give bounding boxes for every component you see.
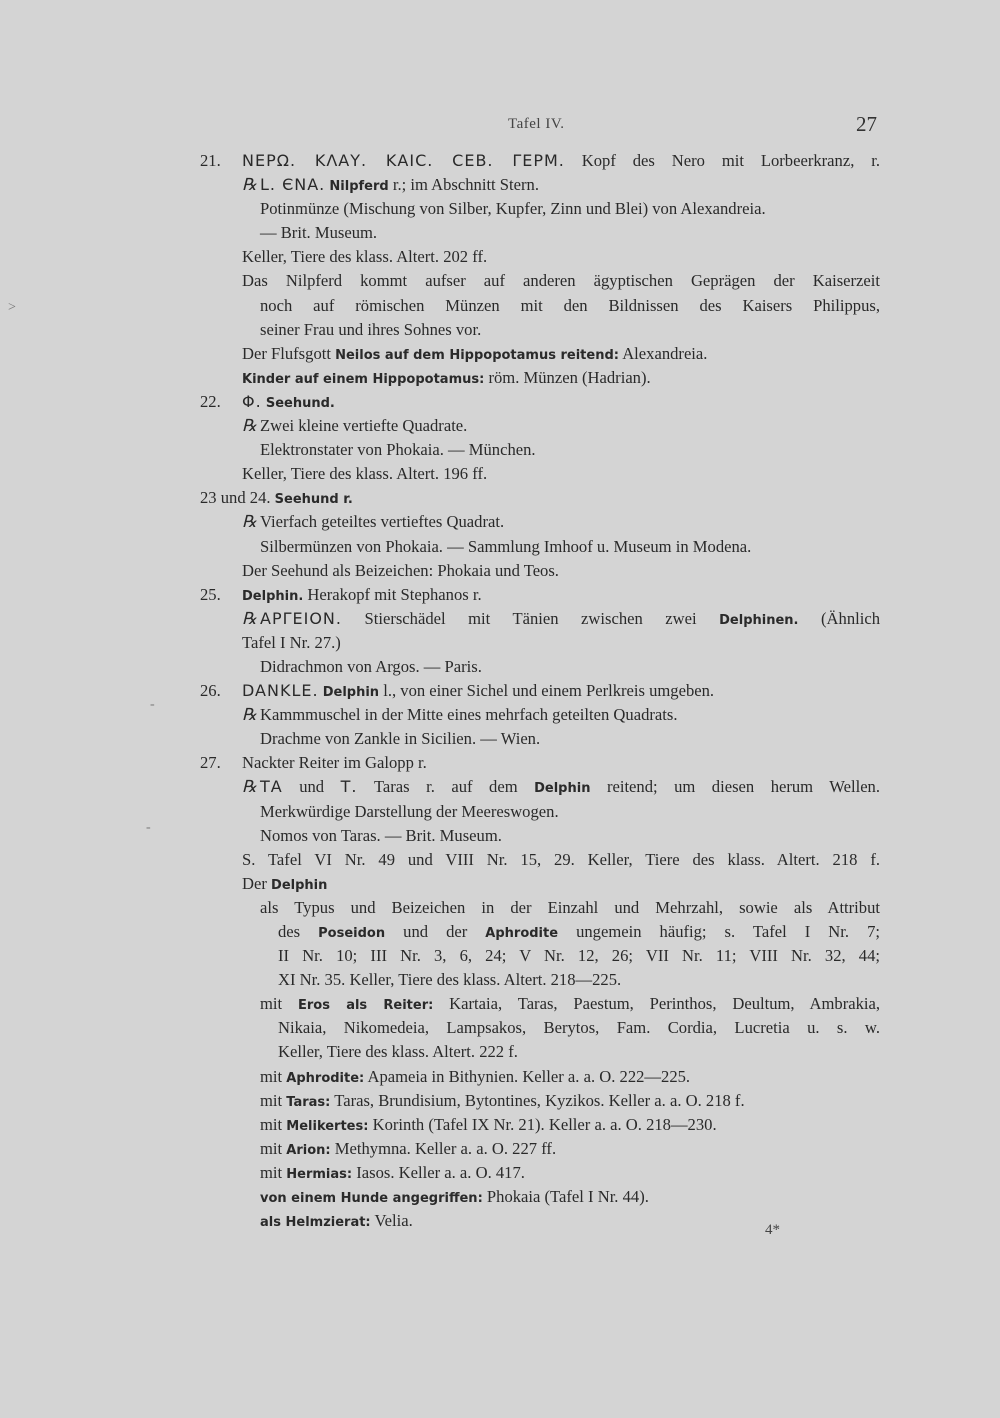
text-line — [200, 655, 880, 679]
page-number: 27 — [856, 112, 877, 136]
line-content — [278, 920, 880, 946]
text-line — [200, 486, 880, 510]
line-content — [242, 775, 880, 801]
line-text: Didrachmon von Argos. — Paris. — [260, 656, 482, 676]
reverse-symbol: ℞ — [242, 175, 257, 195]
line-text: Silbermünzen von Phokaia. — Sammlung Imhoof u. Museum in Modena. — [260, 536, 752, 556]
emphasis-text: Delphinen. — [719, 612, 799, 628]
margin-mark: - — [146, 820, 151, 835]
line-text: Methymna. Keller a. a. O. 227 ff. — [330, 1138, 557, 1158]
line-content — [278, 968, 880, 992]
line-text: Iasos. Keller a. a. O. 417. — [352, 1162, 525, 1182]
text-line — [200, 318, 880, 342]
emphasis-text: Hermias: — [286, 1166, 353, 1182]
text-line — [200, 679, 880, 703]
line-text: (Ähnlich — [798, 608, 881, 628]
reverse-symbol: ℞ — [242, 705, 257, 725]
text-line — [200, 221, 880, 245]
line-text: Drachme von Zankle in Sicilien. — Wien. — [260, 729, 541, 749]
line-text: reitend; um diesen herum Wellen. — [590, 777, 880, 797]
entry-number: 25. — [200, 584, 221, 604]
line-content — [242, 245, 880, 269]
text-line — [200, 992, 880, 1016]
line-text: Herakopf mit Stephanos r. — [303, 584, 482, 604]
line-content — [242, 414, 880, 438]
line-text: mit — [260, 1114, 287, 1134]
emphasis-text: von einem Hunde angegriffen: — [260, 1191, 483, 1207]
line-text: Merkwürdige Darstellung der Meereswogen. — [260, 801, 559, 821]
entry-number: 26. — [200, 681, 221, 701]
line-content — [260, 1065, 880, 1091]
emphasis-text: Melikertes: — [286, 1118, 369, 1134]
line-content — [242, 631, 880, 655]
line-text: Der — [242, 873, 272, 893]
line-content — [242, 510, 880, 534]
line-text: r.; im Abschnitt Stern. — [388, 175, 539, 195]
line-text: mit — [260, 1090, 287, 1110]
line-text: Phokaia (Tafel I Nr. 44). — [482, 1187, 649, 1207]
line-text: Vierfach geteiltes vertieftes Quadrat. — [260, 512, 505, 532]
line-text: noch auf römischen Münzen mit den Bildnissen des Kaisers Philippus, — [260, 295, 880, 315]
text-line — [200, 631, 880, 655]
emphasis-text: Nilpferd — [329, 179, 389, 195]
text-line — [200, 390, 880, 414]
reverse-symbol: ℞ — [242, 512, 257, 532]
emphasis-text: Delphin — [534, 781, 591, 797]
line-content — [242, 703, 880, 727]
text-line — [200, 848, 880, 872]
line-text: Elektronstater von Phokaia. — München. — [260, 440, 536, 460]
line-text: Nikaia, Nikomedeia, Lampsakos, Berytos, Fam. Cordia, Lucretia u. s. w. — [278, 1018, 880, 1038]
emphasis-text: Kinder auf einem Hippopotamus: — [242, 371, 485, 387]
text-line — [200, 920, 880, 944]
line-content — [260, 992, 880, 1018]
coin-legend: ΤΑ — [260, 777, 283, 797]
line-text: mit — [260, 1138, 287, 1158]
line-text: — Brit. Museum. — [260, 223, 378, 243]
coin-legend: Τ. — [340, 777, 358, 797]
line-content — [242, 269, 880, 293]
line-text: Kammmuschel in der Mitte eines mehrfach geteilten Quadrats. — [260, 705, 678, 725]
line-text: Velia. — [370, 1211, 413, 1231]
line-content — [242, 559, 880, 583]
line-content — [260, 1113, 880, 1139]
line-content — [260, 197, 880, 221]
line-content — [242, 872, 880, 898]
text-line — [200, 149, 880, 173]
line-text: mit — [260, 1066, 287, 1086]
line-content — [260, 438, 880, 462]
line-content — [260, 318, 880, 342]
line-content — [200, 390, 880, 416]
text-line — [200, 366, 880, 390]
line-content — [242, 848, 880, 872]
emphasis-text: Delphin — [271, 877, 328, 893]
line-text: Kartaia, Taras, Paestum, Perinthos, Deultum, Ambrakia, — [433, 994, 881, 1014]
line-text: seiner Frau und ihres Sohnes vor. — [260, 319, 482, 339]
text-line — [200, 1065, 880, 1089]
text-line — [200, 535, 880, 559]
emphasis-text: Aphrodite — [485, 926, 559, 941]
text-line — [200, 775, 880, 799]
text-line — [200, 559, 880, 583]
line-content — [278, 1016, 880, 1040]
line-content — [242, 462, 880, 486]
line-text: S. Tafel VI Nr. 49 und VIII Nr. 15, 29. Keller, Tiere des klass. Altert. 218 f. — [242, 849, 880, 869]
line-text: Tafel I Nr. 27.) — [242, 632, 341, 652]
line-content — [260, 1137, 880, 1163]
line-text: Nomos von Taras. — Brit. Museum. — [260, 825, 502, 845]
line-text: Der Flufsgott — [242, 343, 336, 363]
text-line — [200, 1016, 880, 1040]
line-text: mit — [260, 1162, 287, 1182]
emphasis-text: Eros als Reiter: — [298, 998, 434, 1014]
signature-mark: 4* — [765, 1222, 780, 1238]
reverse-symbol: ℞ — [242, 608, 257, 628]
text-line — [200, 824, 880, 848]
line-content — [200, 149, 880, 173]
text-line — [200, 438, 880, 462]
text-line — [200, 1040, 880, 1064]
emphasis-text: Taras: — [286, 1094, 331, 1110]
text-line — [200, 1113, 880, 1137]
text-line — [200, 342, 880, 366]
text-line — [200, 703, 880, 727]
text-line — [200, 173, 880, 197]
line-text: Alexandreia. — [618, 343, 708, 363]
text-line — [200, 510, 880, 534]
text-line — [200, 1137, 880, 1161]
line-content — [200, 583, 880, 609]
text-line — [200, 727, 880, 751]
line-text: Zwei kleine vertiefte Quadrate. — [260, 416, 468, 436]
line-content — [260, 221, 880, 245]
coin-legend: ΑΡΓΕΙΟΝ. — [260, 608, 342, 628]
line-content — [242, 342, 880, 368]
body-text — [200, 149, 880, 1233]
line-content — [260, 1089, 880, 1115]
line-text: ungemein häufig; s. Tafel I Nr. 7; — [558, 922, 880, 941]
entry-number: 21. — [200, 151, 221, 170]
line-text: und der — [385, 922, 486, 941]
line-text: Taras r. auf dem — [357, 777, 535, 797]
line-text: Nackter Reiter im Galopp r. — [242, 753, 427, 773]
coin-legend: L. ЄΝΑ. — [260, 175, 326, 195]
text-line — [200, 607, 880, 631]
emphasis-text: als Helmzierat: — [260, 1215, 371, 1231]
coin-legend: Φ. — [242, 391, 262, 411]
line-content — [200, 751, 880, 775]
line-text: Keller, Tiere des klass. Altert. 222 f. — [278, 1042, 518, 1062]
text-line — [200, 896, 880, 920]
emphasis-text: Arion: — [286, 1142, 331, 1158]
line-content — [260, 294, 880, 318]
line-text: Potinmünze (Mischung von Silber, Kupfer, Zinn und Blei) von Alexandreia. — [260, 199, 766, 219]
line-text: Korinth (Tafel IX Nr. 21). Keller a. a. O. 218—230. — [368, 1114, 717, 1134]
text-line — [200, 245, 880, 269]
emphasis-text: Seehund r. — [274, 492, 353, 508]
line-content — [260, 800, 880, 824]
emphasis-text: Delphin. — [242, 588, 304, 604]
line-content — [278, 1040, 880, 1064]
text-line — [200, 462, 880, 486]
line-content — [200, 486, 880, 512]
line-text: 23 und 24. — [200, 488, 275, 508]
line-text: Stierschädel mit Tänien zwischen zwei — [341, 608, 720, 628]
line-content — [200, 679, 880, 705]
line-text: Der Seehund als Beizeichen: Phokaia und Teos. — [242, 560, 559, 580]
line-content — [260, 1209, 880, 1235]
line-text: und — [282, 777, 341, 797]
reverse-symbol: ℞ — [242, 416, 257, 436]
text-line — [200, 269, 880, 293]
line-content — [260, 824, 880, 848]
line-text: des — [278, 922, 319, 941]
coin-legend: DANKLE. — [242, 681, 319, 701]
text-line — [200, 414, 880, 438]
line-content — [260, 896, 880, 920]
line-text: röm. Münzen (Hadrian). — [484, 367, 651, 387]
emphasis-text: Poseidon — [318, 926, 386, 941]
text-line — [200, 197, 880, 221]
line-text: Apameia in Bithynien. Keller a. a. O. 222—225. — [364, 1066, 691, 1086]
line-content — [260, 1185, 880, 1211]
line-text: II Nr. 10; III Nr. 3, 6, 24; V Nr. 12, 26; VII Nr. 11; VIII Nr. 32, 44; — [278, 946, 880, 966]
line-text: Taras, Brundisium, Bytontines, Kyzikos. Keller a. a. O. 218 f. — [330, 1090, 745, 1110]
text-line — [200, 800, 880, 824]
line-text: als Typus und Beizeichen in der Einzahl und Mehrzahl, sowie als Attribut — [260, 897, 880, 917]
emphasis-text: Neilos auf dem Hippopotamus reitend: — [335, 347, 619, 363]
margin-mark: > — [8, 300, 16, 315]
line-text: XI Nr. 35. Keller, Tiere des klass. Altert. 218—225. — [278, 970, 622, 990]
emphasis-text: Seehund. — [265, 395, 335, 411]
text-line — [200, 1185, 880, 1209]
text-line — [200, 1161, 880, 1185]
line-content — [260, 1161, 880, 1187]
line-content — [260, 535, 880, 559]
coin-legend: ΝΕΡΩ. ΚΛΑΥ. ΚΑΙϹ. ϹΕΒ. ΓΕΡΜ. — [242, 151, 565, 170]
line-content — [278, 944, 880, 968]
running-header: Tafel IV. — [508, 116, 565, 132]
text-line — [200, 968, 880, 992]
entry-number: 27. — [200, 753, 221, 773]
text-line — [200, 944, 880, 968]
entry-number: 22. — [200, 391, 221, 411]
emphasis-text: Delphin — [322, 685, 380, 701]
line-text: Keller, Tiere des klass. Altert. 196 ff. — [242, 464, 488, 484]
line-text: Das Nilpferd kommt aufser auf anderen ägyptischen Geprägen der Kaiserzeit — [242, 271, 880, 291]
line-text: Kopf des Nero mit Lorbeerkranz, r. — [564, 151, 880, 170]
margin-mark: - — [150, 697, 155, 712]
text-line — [200, 872, 880, 896]
text-line — [200, 583, 880, 607]
line-content — [242, 366, 880, 392]
line-text: l., von einer Sichel und einem Perlkreis umgeben. — [379, 681, 715, 701]
text-line — [200, 751, 880, 775]
line-content — [242, 607, 880, 633]
line-content — [242, 173, 880, 199]
line-content — [260, 727, 880, 751]
text-line — [200, 1089, 880, 1113]
emphasis-text: Aphrodite: — [286, 1070, 365, 1086]
reverse-symbol: ℞ — [242, 777, 257, 797]
line-text: Keller, Tiere des klass. Altert. 202 ff. — [242, 247, 488, 267]
text-line — [200, 294, 880, 318]
line-text: mit — [260, 994, 298, 1014]
line-content — [260, 655, 880, 679]
